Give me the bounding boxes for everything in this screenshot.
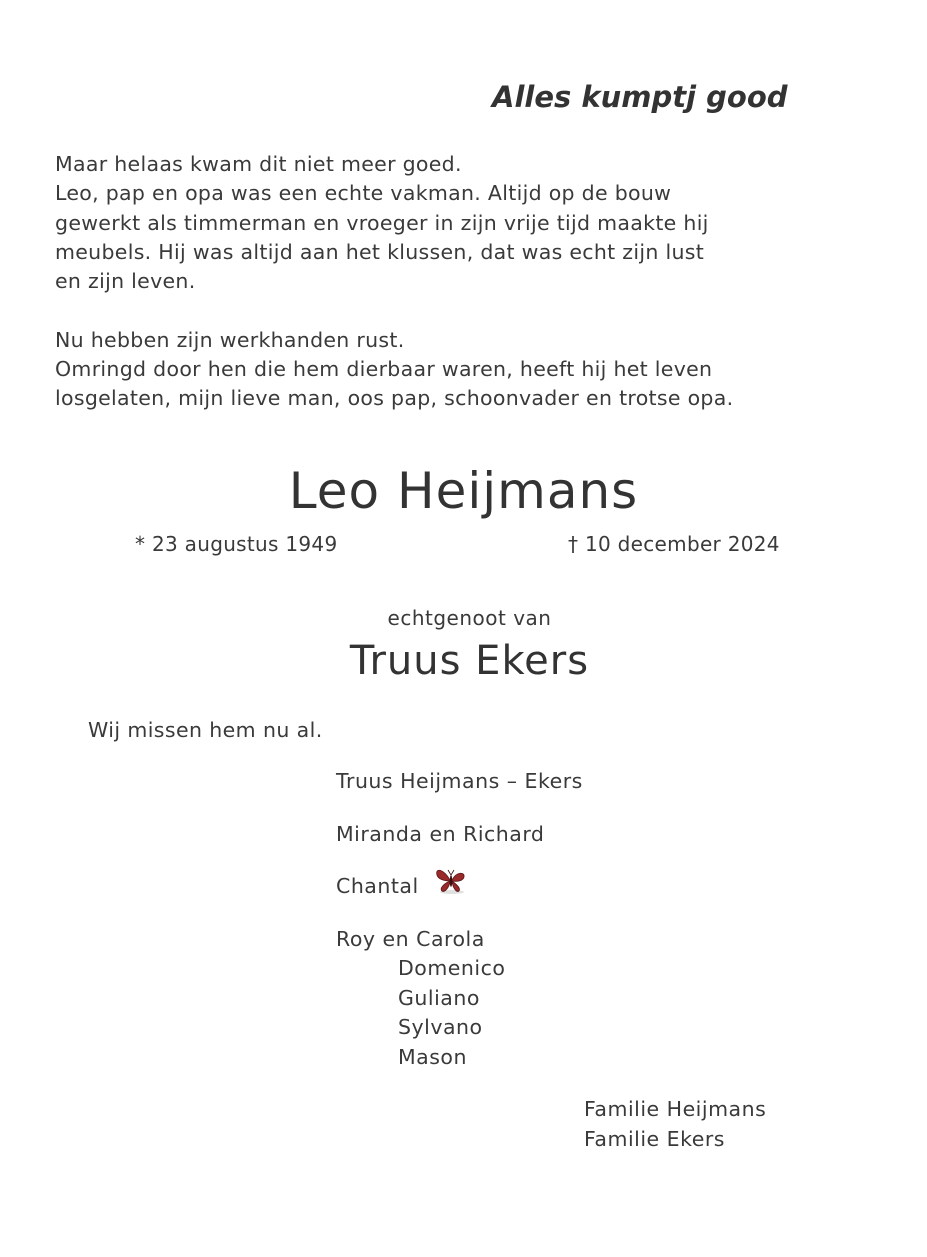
family-relative: Familie Heijmans [584,1097,767,1121]
spouse-label: echtgenoot van [387,606,552,630]
intro-line: Omringd door hen die hem dierbaar waren, heeft hij het leven [55,357,713,382]
spouse-name: Truus Ekers [349,638,590,684]
death-date: † 10 december 2024 [568,532,780,556]
closing-text: Wij missen hem nu al. [88,718,323,742]
intro-line: Nu hebben zijn werkhanden rust. [55,327,405,352]
family-grandchild: Domenico [398,956,506,980]
intro-line: Leo, pap en opa was een echte vakman. Altijd op de bouw [55,181,672,206]
family-grandchild: Mason [398,1045,467,1069]
intro-line: Maar helaas kwam dit niet meer goed. [55,152,462,176]
intro-line: en zijn leven. [55,269,196,294]
intro-line: gewerkt als timmerman en vroeger in zijn vrije tijd maakte hij [55,210,709,235]
family-child: Miranda en Richard [336,822,545,846]
family-child: Roy en Carola [336,927,485,951]
intro-line: meubels. Hij was altijd aan het klussen, dat was echt zijn lust [55,239,705,264]
family-grandchild: Guliano [398,986,480,1010]
motto-heading: Alles kumptj good [492,80,788,114]
intro-text [55,150,733,414]
family-relative: Familie Ekers [584,1127,725,1151]
butterfly-icon [433,866,469,896]
deceased-name: Leo Heijmans [288,462,639,520]
intro-line: losgelaten, mijn lieve man, oos pap, schoonvader en trotse opa. [55,386,734,411]
family-wife: Truus Heijmans – Ekers [336,769,583,793]
birth-date: * 23 augustus 1949 [135,532,338,556]
paragraph-gap [55,296,733,325]
family-grandchild: Sylvano [398,1015,483,1039]
family-child: Chantal [336,874,419,898]
